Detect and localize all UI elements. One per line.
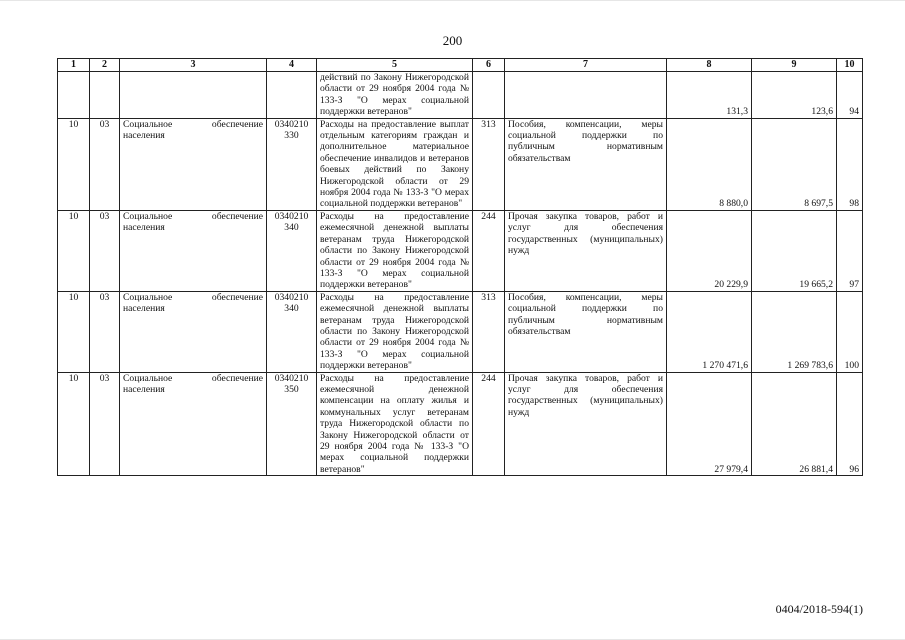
target-article-name: Расходы на предоставление ежемесячной денежной выплаты ветеранам труда Нижегородской области по Закону Нижегородской области от 29 ноября 2004 года № 133-З "О мерах социальной поддержки ветеранов" [317,210,473,291]
col-header: 9 [752,59,837,72]
target-article-name: действий по Закону Нижегородской области от 29 ноября 2004 года № 133-З "О мерах социальной поддержки ветеранов" [317,72,473,119]
col-header: 8 [667,59,752,72]
executed-amount: 123,6 [752,72,837,119]
target-article-code [267,72,317,119]
col-header: 7 [505,59,667,72]
page-number: 200 [442,33,463,48]
expense-type-code: 313 [473,291,505,372]
col-header: 6 [473,59,505,72]
target-article-code: 0340210 330 [267,118,317,210]
section-code [58,72,90,119]
execution-percent: 96 [837,372,863,476]
col-header: 10 [837,59,863,72]
target-article-name: Расходы на предоставление ежемесячной денежной выплаты ветеранам труда Нижегородской области по Закону Нижегородской области от 29 ноября 2004 года № 133-З "О мерах социальной поддержки ветеранов" [317,291,473,372]
target-article-name: Расходы на предоставление ежемесячной денежной компенсации на оплату жилья и коммунальных услуг ветеранам труда Нижегородской области по Закону Нижегородской области от 29 ноября 2004 года № 133-З "О мерах социальной поддержки ветеранов" [317,372,473,476]
subsection-name: Социальное обеспечение населения [120,372,267,476]
header-row [58,59,863,72]
planned-amount: 27 979,4 [667,372,752,476]
subsection-name: Социальное обеспечение населения [120,291,267,372]
col-header: 2 [90,59,120,72]
subsection-name [120,72,267,119]
document-number: 0404/2018-594(1) [775,602,863,616]
execution-percent: 94 [837,72,863,119]
expense-type-code: 244 [473,372,505,476]
expense-type-name: Прочая закупка товаров, работ и услуг для обеспечения государственных (муниципальных) нужд [505,210,667,291]
expense-type-name: Прочая закупка товаров, работ и услуг для обеспечения государственных (муниципальных) нужд [505,372,667,476]
subsection-code: 03 [90,210,120,291]
planned-amount: 20 229,9 [667,210,752,291]
table-row [58,118,863,210]
table-row [58,72,863,119]
col-header: 3 [120,59,267,72]
section-code: 10 [58,210,90,291]
section-code: 10 [58,372,90,476]
expense-type-code: 313 [473,118,505,210]
planned-amount: 1 270 471,6 [667,291,752,372]
subsection-name: Социальное обеспечение населения [120,210,267,291]
expense-type-code [473,72,505,119]
scan-edge-top [0,0,905,1]
col-header: 5 [317,59,473,72]
target-article-code: 0340210 350 [267,372,317,476]
table-row [58,210,863,291]
target-article-code: 0340210 340 [267,291,317,372]
execution-percent: 98 [837,118,863,210]
target-article-name: Расходы на предоставление выплат отдельным категориям граждан и дополнительное материальное обеспечение инвалидов и ветеранов боевых действий по Закону Нижегородской области от 29 ноября 2004 года № 133-З "О мерах социальной поддержки ветеранов" [317,118,473,210]
executed-amount: 1 269 783,6 [752,291,837,372]
table-row [58,372,863,476]
expense-type-code: 244 [473,210,505,291]
expense-type-name: Пособия, компенсации, меры социальной поддержки по публичным нормативным обязательствам [505,291,667,372]
section-code: 10 [58,118,90,210]
subsection-name: Социальное обеспечение населения [120,118,267,210]
subsection-code: 03 [90,118,120,210]
executed-amount: 19 665,2 [752,210,837,291]
subsection-code [90,72,120,119]
col-header: 1 [58,59,90,72]
planned-amount: 131,3 [667,72,752,119]
planned-amount: 8 880,0 [667,118,752,210]
executed-amount: 8 697,5 [752,118,837,210]
section-code: 10 [58,291,90,372]
budget-table [57,58,863,476]
execution-percent: 97 [837,210,863,291]
executed-amount: 26 881,4 [752,372,837,476]
col-header: 4 [267,59,317,72]
execution-percent: 100 [837,291,863,372]
expense-type-name [505,72,667,119]
table-row [58,291,863,372]
expense-type-name: Пособия, компенсации, меры социальной поддержки по публичным нормативным обязательствам [505,118,667,210]
target-article-code: 0340210 340 [267,210,317,291]
subsection-code: 03 [90,372,120,476]
subsection-code: 03 [90,291,120,372]
